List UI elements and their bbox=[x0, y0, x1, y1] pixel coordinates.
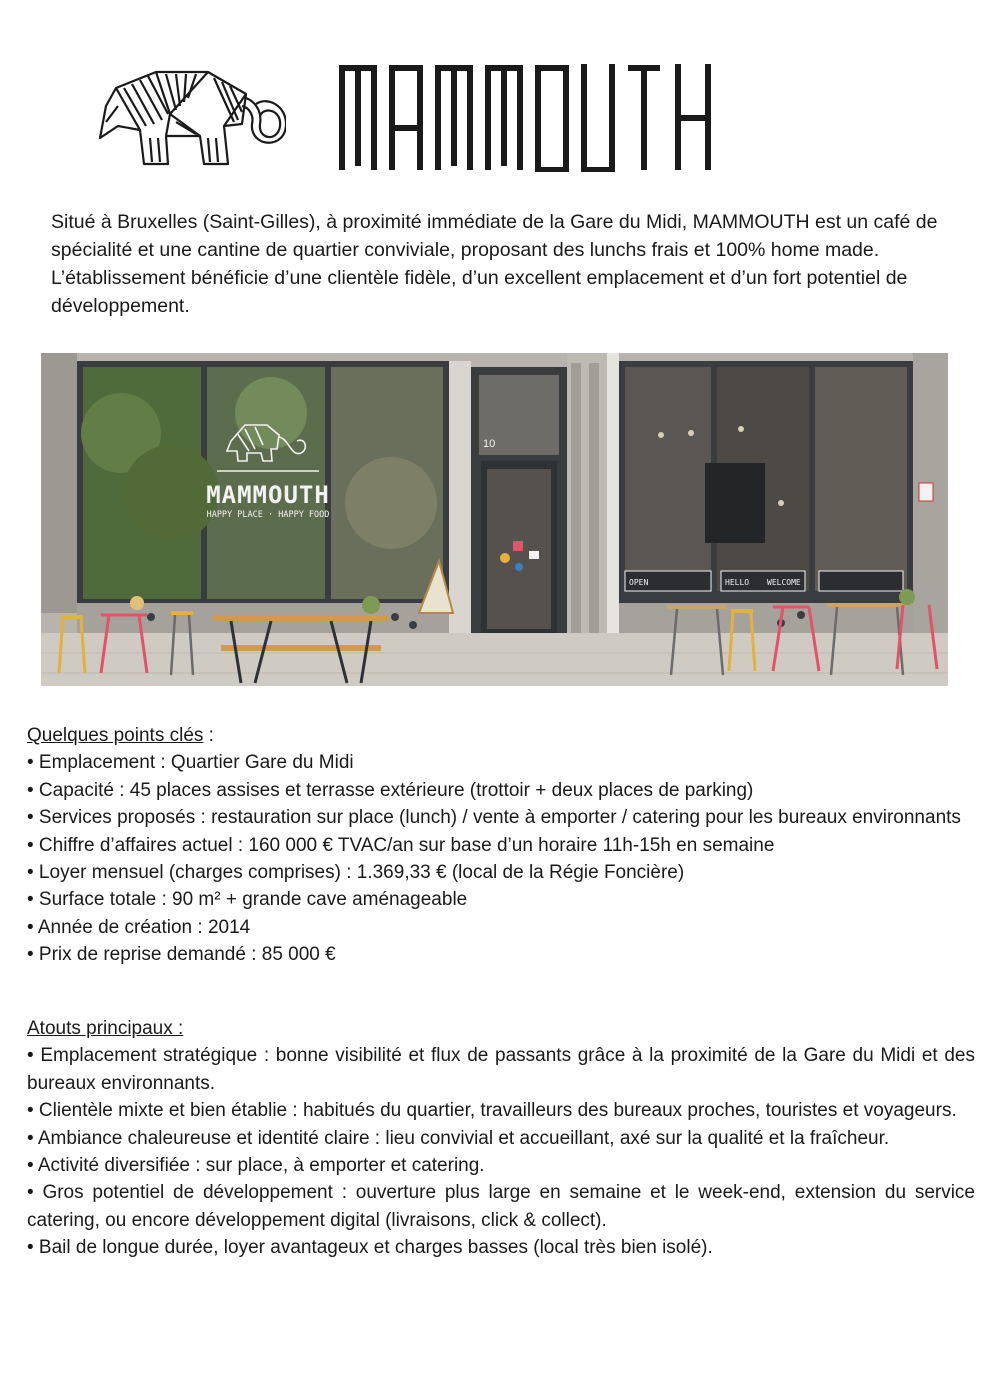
key-point-item: • Chiffre d’affaires actuel : 160 000 € TVAC/an sur base d’un horaire 11h-15h en semaine bbox=[27, 834, 775, 856]
strengths-title bbox=[27, 1015, 975, 1042]
window-sign-brand: MAMMOUTH bbox=[206, 481, 330, 509]
strength-item: • Gros potentiel de développement : ouverture plus large en semaine et le week-end, extension du service catering, ou encore développement digital (livraisons, click & collect). bbox=[27, 1182, 975, 1231]
key-point-item: • Année de création : 2014 bbox=[27, 916, 251, 938]
strength-item: • Emplacement stratégique : bonne visibilité et flux de passants grâce à la proximité de la Gare du Midi et des bureaux environnants. bbox=[27, 1045, 975, 1094]
sign-welcome: WELCOME bbox=[767, 578, 801, 587]
strength-item: • Bail de longue durée, loyer avantageux et charges basses (local très bien isolé). bbox=[27, 1237, 713, 1259]
strengths-title-text: Atouts principaux : bbox=[27, 1018, 184, 1039]
key-points-title bbox=[27, 722, 975, 749]
sign-hello: HELLO bbox=[725, 578, 750, 587]
elephant-logo-icon bbox=[96, 66, 286, 170]
key-point-item: • Emplacement : Quartier Gare du Midi bbox=[27, 752, 354, 774]
brand-name-text: MAMMOUTH bbox=[338, 62, 344, 63]
window-sign-tagline: HAPPY PLACE · HAPPY FOOD bbox=[206, 510, 330, 520]
strengths-list bbox=[27, 1042, 975, 1261]
key-point-item: • Services proposés : restauration sur place (lunch) / vente à emporter / catering pour les bureaux environnants bbox=[27, 807, 961, 829]
sign-open: OPEN bbox=[629, 578, 649, 587]
strength-item: • Ambiance chaleureuse et identité claire : lieu convivial et accueillant, axé sur la qualité et la fraîcheur. bbox=[27, 1127, 890, 1149]
key-points-title-suffix: : bbox=[203, 725, 214, 746]
strength-item: • Activité diversifiée : sur place, à emporter et catering. bbox=[27, 1155, 485, 1177]
key-point-item: • Prix de reprise demandé : 85 000 € bbox=[27, 944, 336, 966]
key-point-item: • Surface totale : 90 m² + grande cave aménageable bbox=[27, 889, 468, 911]
door-number: 10 bbox=[483, 438, 496, 450]
strength-item: • Clientèle mixte et bien établie : habitués du quartier, travailleurs des bureaux proches, touristes et voyageurs. bbox=[27, 1100, 957, 1122]
key-point-item: • Capacité : 45 places assises et terrasse extérieure (trottoir + deux places de parking) bbox=[27, 779, 754, 801]
brand-wordmark bbox=[338, 62, 740, 172]
key-point-item: • Loyer mensuel (charges comprises) : 1.369,33 € (local de la Régie Foncière) bbox=[27, 862, 685, 884]
storefront-photo bbox=[41, 353, 948, 686]
strengths-section bbox=[27, 1015, 975, 1262]
intro-paragraph: Situé à Bruxelles (Saint-Gilles), à proximité immédiate de la Gare du Midi, MAMMOUTH est un café de spécialité et une cantine de quartier conviviale, proposant des lunchs frais et 100% home made. L’établissement bénéficie d’une clientèle fidèle, d’un excellent emplacement et d’un fort potentiel de développement. bbox=[51, 211, 938, 317]
key-points-title-text: Quelques points clés bbox=[27, 725, 204, 746]
key-points-list bbox=[27, 749, 975, 968]
key-points-section bbox=[27, 722, 975, 969]
